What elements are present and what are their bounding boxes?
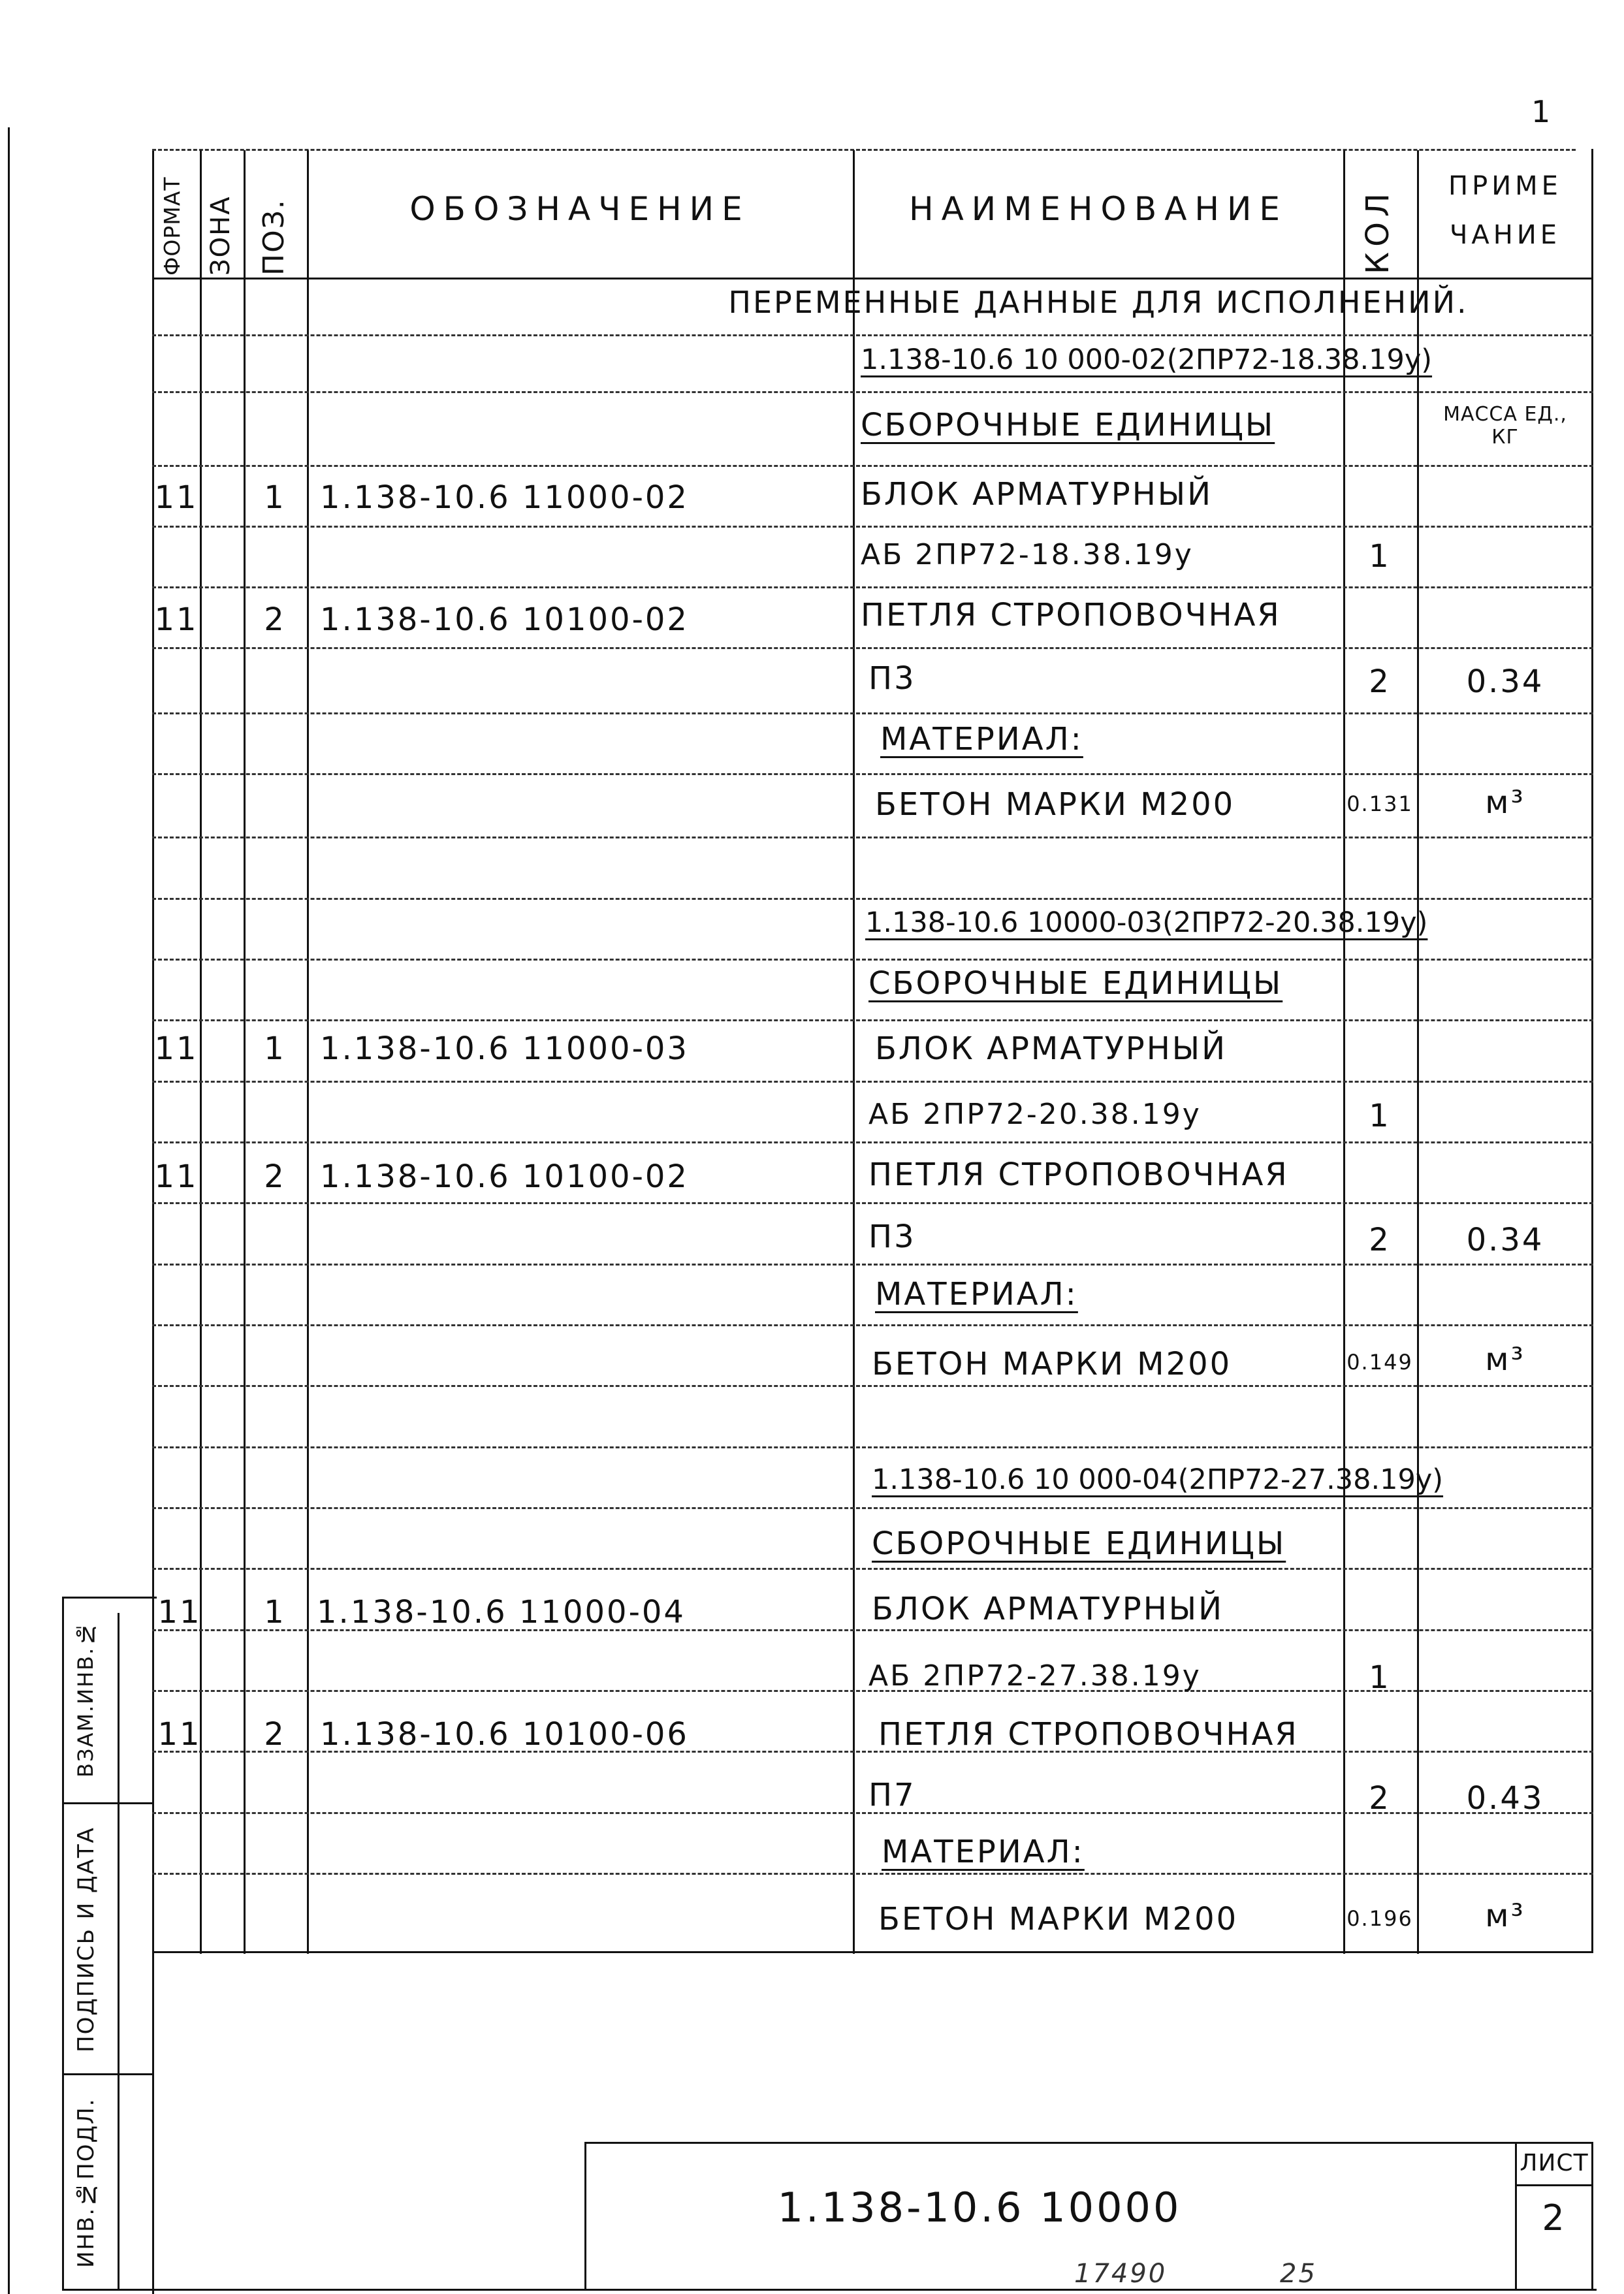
material-title: МАТЕРИАЛ: — [880, 721, 1083, 757]
side-stamp-top — [62, 1597, 157, 1599]
item-format: 11 — [154, 1030, 199, 1067]
frame-top-border — [152, 149, 1576, 151]
row-line — [152, 959, 1593, 961]
header-note-line2: ЧАНИЕ — [1449, 220, 1561, 250]
col-divider-name — [1343, 150, 1345, 1954]
side-stamp-divider — [118, 1613, 119, 2291]
col-divider-designation — [853, 150, 855, 1954]
item-format: 11 — [154, 601, 199, 638]
item-name: БЛОК АРМАТУРНЫЙ — [861, 476, 1213, 513]
title-block-left — [584, 2142, 586, 2291]
item-name: ПЕТЛЯ СТРОПОВОЧНАЯ — [878, 1716, 1299, 1753]
row-line — [152, 586, 1593, 588]
row-line — [152, 1873, 1593, 1875]
side-stamp-line — [62, 1802, 153, 1804]
item-note: 0.34 — [1466, 1222, 1544, 1258]
row-line — [152, 391, 1593, 393]
item-note: 0.34 — [1466, 663, 1544, 700]
material-qty: 0.196 — [1346, 1906, 1413, 1931]
material-qty: 0.131 — [1346, 791, 1413, 816]
item-name-2: АБ 2ПР72-20.38.19у — [868, 1098, 1202, 1131]
frame-bottom-border — [62, 2289, 1597, 2291]
row-line — [152, 1264, 1593, 1266]
material-qty: 0.149 — [1346, 1350, 1413, 1375]
col-divider-zone — [244, 150, 246, 1954]
frame-left-border — [152, 150, 154, 2294]
item-qty: 1 — [1369, 538, 1391, 575]
side-stamp-line — [62, 2073, 153, 2075]
item-name: БЛОК АРМАТУРНЫЙ — [875, 1030, 1228, 1067]
item-qty: 2 — [1369, 1780, 1391, 1817]
col-divider-pos — [307, 150, 309, 1954]
section-title: СБОРОЧНЫЕ ЕДИНИЦЫ — [868, 965, 1283, 1002]
row-line — [152, 773, 1593, 775]
title-block-sheet-line — [1515, 2184, 1593, 2186]
col-divider-qty — [1417, 150, 1419, 1954]
sheet-number: 2 — [1542, 2197, 1567, 2238]
row-line — [152, 1019, 1593, 1021]
item-format: 11 — [154, 1158, 199, 1195]
item-designation: 1.138-10.6 11000-03 — [320, 1030, 689, 1067]
item-name-2: П3 — [868, 1219, 916, 1255]
title-block-sheet-divider — [1515, 2142, 1517, 2291]
material-title: МАТЕРИАЛ: — [882, 1834, 1085, 1870]
item-name-2: АБ 2ПР72-27.38.19у — [868, 1659, 1202, 1693]
item-designation: 1.138-10.6 11000-02 — [320, 479, 689, 516]
material-name: БЕТОН МАРКИ М200 — [878, 1901, 1239, 1937]
header-name: НАИМЕНОВАНИЕ — [909, 190, 1288, 228]
header-pos: ПОЗ. — [257, 199, 291, 276]
col-divider-format — [200, 150, 202, 1954]
header-designation: ОБОЗНАЧЕНИЕ — [409, 190, 750, 228]
side-stamp-inv-podl: ИНВ.№ПОДЛ. — [73, 2097, 99, 2268]
row-line — [152, 1446, 1593, 1448]
item-format: 11 — [154, 479, 199, 516]
title-block-top — [584, 2142, 1593, 2144]
corner-mark: 1 — [1531, 94, 1553, 129]
item-note: 0.43 — [1466, 1780, 1544, 1817]
row-line — [152, 1141, 1593, 1143]
material-name: БЕТОН МАРКИ М200 — [875, 786, 1235, 823]
header-zone: ЗОНА — [206, 195, 236, 276]
frame-right-border — [1591, 149, 1593, 1952]
item-format: 11 — [157, 1594, 202, 1631]
side-stamp-vzam-inv: ВЗАМ.ИНВ.№ — [73, 1620, 98, 1778]
section-title: СБОРОЧНЫЕ ЕДИНИЦЫ — [872, 1525, 1286, 1562]
item-pos: 1 — [264, 1594, 286, 1631]
row-line — [152, 647, 1593, 649]
material-name: БЕТОН МАРКИ М200 — [872, 1346, 1232, 1382]
footer-number-right: 25 — [1280, 2259, 1317, 2289]
variant-code: 1.138-10.6 10 000-02(2ПР72-18.38.19у) — [861, 343, 1433, 376]
item-pos: 1 — [264, 479, 286, 516]
item-name: БЛОК АРМАТУРНЫЙ — [872, 1591, 1224, 1627]
title-block-right — [1591, 2142, 1593, 2291]
item-pos: 1 — [264, 1030, 286, 1067]
variable-data-title: ПЕРЕМЕННЫЕ ДАННЫЕ ДЛЯ ИСПОЛНЕНИЙ. — [728, 285, 1469, 320]
item-qty: 2 — [1369, 663, 1391, 700]
header-bottom-line — [152, 278, 1593, 279]
variant-code: 1.138-10.6 10000-03(2ПР72-20.38.19у) — [865, 906, 1428, 939]
side-stamp-podpis-data: ПОДПИСЬ И ДАТА — [73, 1826, 99, 2052]
sheet-label: ЛИСТ — [1520, 2150, 1589, 2176]
row-line — [152, 898, 1593, 900]
footer-number-left: 17490 — [1074, 2259, 1168, 2289]
material-unit: м³ — [1485, 784, 1525, 821]
variant-code: 1.138-10.6 10 000-04(2ПР72-27.38.19у) — [872, 1463, 1444, 1496]
item-pos: 2 — [264, 1158, 286, 1195]
row-line — [152, 1081, 1593, 1083]
item-pos: 2 — [264, 1716, 286, 1753]
material-unit: м³ — [1485, 1341, 1525, 1378]
item-pos: 2 — [264, 601, 286, 638]
row-line — [152, 836, 1593, 838]
document-code: 1.138-10.6 10000 — [777, 2184, 1182, 2231]
material-title: МАТЕРИАЛ: — [875, 1276, 1078, 1313]
mass-unit-note: МАССА ЕД., КГ — [1443, 403, 1567, 449]
row-line — [152, 526, 1593, 528]
item-designation: 1.138-10.6 10100-02 — [320, 601, 689, 638]
row-line — [152, 1202, 1593, 1204]
row-line — [152, 1507, 1593, 1509]
row-line — [152, 712, 1593, 714]
material-unit: м³ — [1485, 1898, 1525, 1934]
item-qty: 2 — [1369, 1222, 1391, 1258]
row-line — [152, 334, 1593, 336]
table-bottom-line — [152, 1951, 1593, 1953]
item-name-2: АБ 2ПР72-18.38.19у — [861, 538, 1194, 571]
section-title: СБОРОЧНЫЕ ЕДИНИЦЫ — [861, 407, 1275, 443]
header-note-line1: ПРИМЕ — [1448, 171, 1562, 201]
item-name: ПЕТЛЯ СТРОПОВОЧНАЯ — [868, 1156, 1289, 1193]
item-name-2: П7 — [868, 1777, 916, 1813]
item-designation: 1.138-10.6 10100-06 — [320, 1716, 689, 1753]
item-name: ПЕТЛЯ СТРОПОВОЧНАЯ — [861, 597, 1281, 633]
row-line — [152, 1385, 1593, 1387]
row-line — [152, 1324, 1593, 1326]
item-name-2: П3 — [868, 660, 916, 697]
row-line — [152, 465, 1593, 467]
row-line — [152, 1568, 1593, 1570]
left-margin-line — [8, 127, 10, 2294]
header-qty: КОЛ — [1360, 188, 1396, 274]
header-format: ФОРМАТ — [159, 176, 185, 276]
item-designation: 1.138-10.6 11000-04 — [317, 1594, 686, 1631]
item-qty: 1 — [1369, 1659, 1391, 1696]
item-designation: 1.138-10.6 10100-02 — [320, 1158, 689, 1195]
item-format: 11 — [157, 1716, 202, 1753]
side-stamp-left-border — [62, 1597, 64, 2291]
item-qty: 1 — [1369, 1098, 1391, 1134]
